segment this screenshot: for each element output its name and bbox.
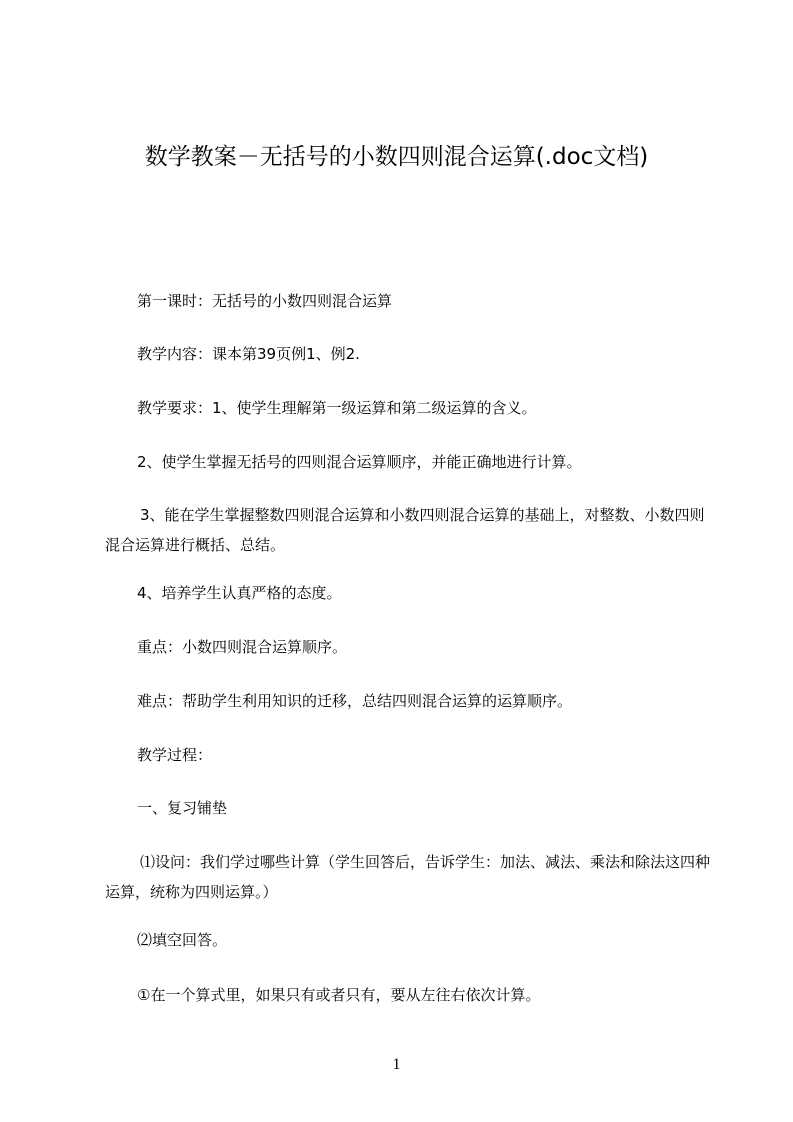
paragraph-key-point: 重点：小数四则混合运算顺序。 xyxy=(137,638,348,656)
paragraph-question-1: ⑴设问：我们学过哪些计算（学生回答后，告诉学生：加法、减法、乘法和除法这四种运算，统称为四则运算。） xyxy=(105,853,711,901)
document-title: 数学教案－无括号的小数四则混合运算(.doc文档) xyxy=(144,144,649,170)
paragraph-difficulty: 难点：帮助学生利用知识的迁移，总结四则混合运算的运算顺序。 xyxy=(137,692,573,710)
paragraph-fill-in-1: ①在一个算式里，如果只有或者只有，要从左往右依次计算。 xyxy=(137,986,541,1004)
paragraph-question-2: ⑵填空回答。 xyxy=(137,931,228,949)
page-number: 1 xyxy=(392,1056,401,1073)
paragraph-content: 教学内容：课本第39页例1、例2. xyxy=(137,345,360,363)
paragraph-lesson: 第一课时：无括号的小数四则混合运算 xyxy=(137,292,393,310)
paragraph-requirement-4: 4、培养学生认真严格的态度。 xyxy=(137,584,342,602)
paragraph-requirement-2: 2、使学生掌握无括号的四则混合运算顺序，并能正确地进行计算。 xyxy=(137,453,582,471)
paragraph-requirement-3: 3、能在学生掌握整数四则混合运算和小数四则混合运算的基础上，对整数、小数四则混合运算进行概括、总结。 xyxy=(105,506,705,554)
paragraph-review-heading: 一、复习铺垫 xyxy=(137,799,228,817)
paragraph-process: 教学过程： xyxy=(137,746,213,764)
paragraph-requirements: 教学要求：1、使学生理解第一级运算和第二级运算的含义。 xyxy=(137,399,537,417)
